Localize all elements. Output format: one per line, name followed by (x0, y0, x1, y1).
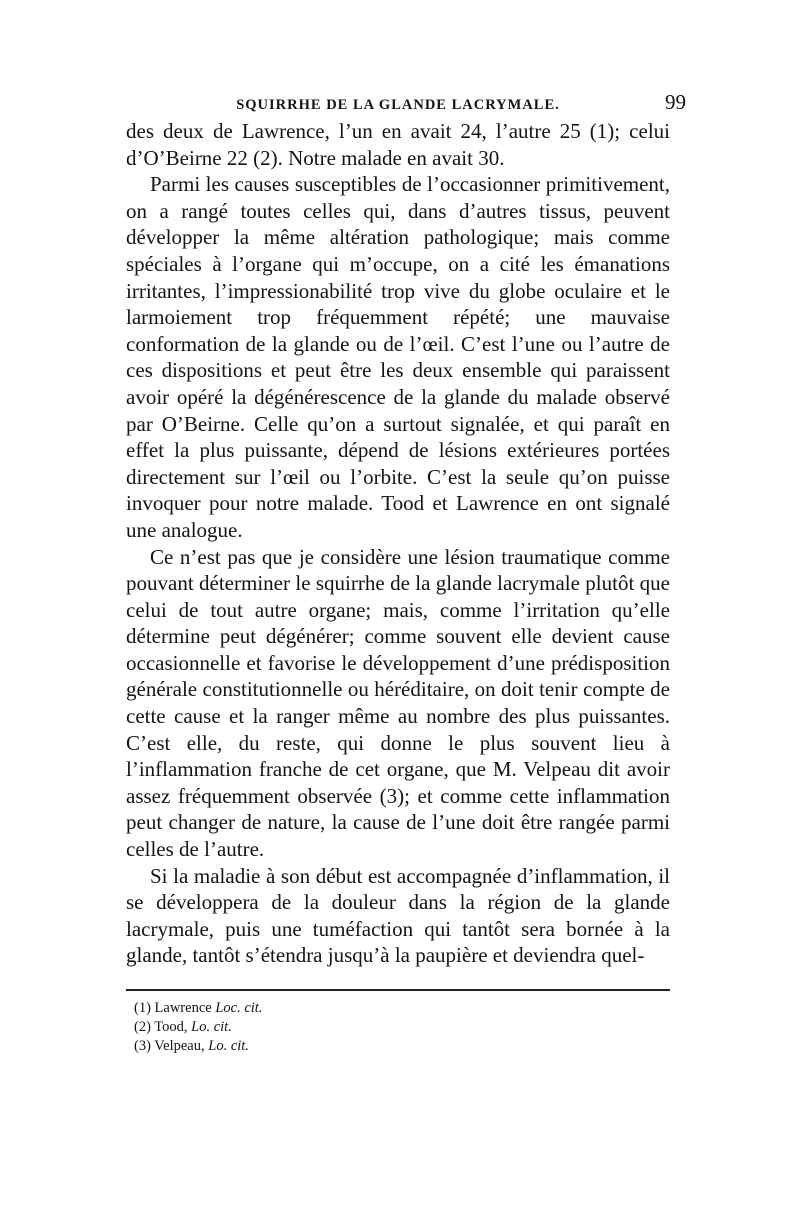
footnote (134, 1018, 670, 1037)
footnote (134, 1037, 670, 1056)
footnote-author: Tood, (154, 1019, 188, 1035)
running-title: SQUIRRHE DE LA GLANDE LACRYMALE. (236, 97, 560, 113)
footnote-divider (126, 989, 670, 991)
paragraph: Ce n’est pas que je considère une lésion traumatique comme pouvant déterminer le squirrhe de la glande lacrymale plutôt que celui de tout autre organe; mais, comme l’irritation qu’elle détermine peut dégénérer; comme souvent elle devient cause occasionnelle et favorise le développement d’une prédisposition générale constitutionnelle ou héréditaire, on doit tenir compte de cette cause et la ranger même au nombre des plus puissantes. C’est elle, du reste, qui donne le plus souvent lieu à l’inflammation franche de cet organe, que M. Velpeau dit avoir assez fréquemment observée (3); et comme cette inflammation peut changer de nature, la cause de l’une doit être rangée parmi celles de l’autre. (126, 544, 670, 862)
paragraph: des deux de Lawrence, l’un en avait 24, l’autre 25 (1); celui d’O’Beirne 22 (2). Notre malade en avait 30. (126, 119, 670, 170)
footnote-mark: (2) (134, 1019, 151, 1035)
footnote-mark: (1) (134, 1000, 151, 1016)
footnotes (126, 999, 670, 1056)
footnote-reference: Lo. cit. (208, 1038, 249, 1054)
book-page (126, 90, 686, 1056)
footnote (134, 999, 670, 1018)
running-head (126, 90, 686, 118)
body-text (126, 118, 670, 969)
footnote-reference: Loc. cit. (215, 1000, 263, 1016)
paragraph: Si la maladie à son début est accompagnée d’inflammation, il se développera de la douleur dans la région de la glande lacrymale, puis une tuméfaction qui tantôt sera bornée à la glande, tantôt s’étendra jusqu’à la paupière et deviendra quel- (126, 863, 670, 968)
footnote-author: Lawrence (154, 1000, 212, 1016)
footnote-mark: (3) (134, 1038, 151, 1054)
footnote-reference: Lo. cit. (191, 1019, 232, 1035)
page-number: 99 (665, 90, 686, 114)
paragraph: Parmi les causes susceptibles de l’occasionner primitivement, on a rangé toutes celles qui, dans d’autres tissus, peuvent développer la même altération pathologique; mais comme spéciales à l’organe qui m’occupe, on a cité les émanations irritantes, l’impressionabilité trop vive du globe oculaire et le larmoiement trop fréquemment répété; une mauvaise conformation de la glande ou de l’œil. C’est l’une ou l’autre de ces dispositions et peut être les deux ensemble qui paraissent avoir opéré la dégénérescence de la glande du malade observé par O’Beirne. Celle qu’on a surtout signalée, et qui paraît en effet la plus puissante, dépend de lésions extérieures portées directement sur l’œil ou l’orbite. C’est la seule qu’on puisse invoquer pour notre malade. Tood et Lawrence en ont signalé une analogue. (126, 172, 670, 542)
footnote-author: Velpeau, (154, 1038, 205, 1054)
